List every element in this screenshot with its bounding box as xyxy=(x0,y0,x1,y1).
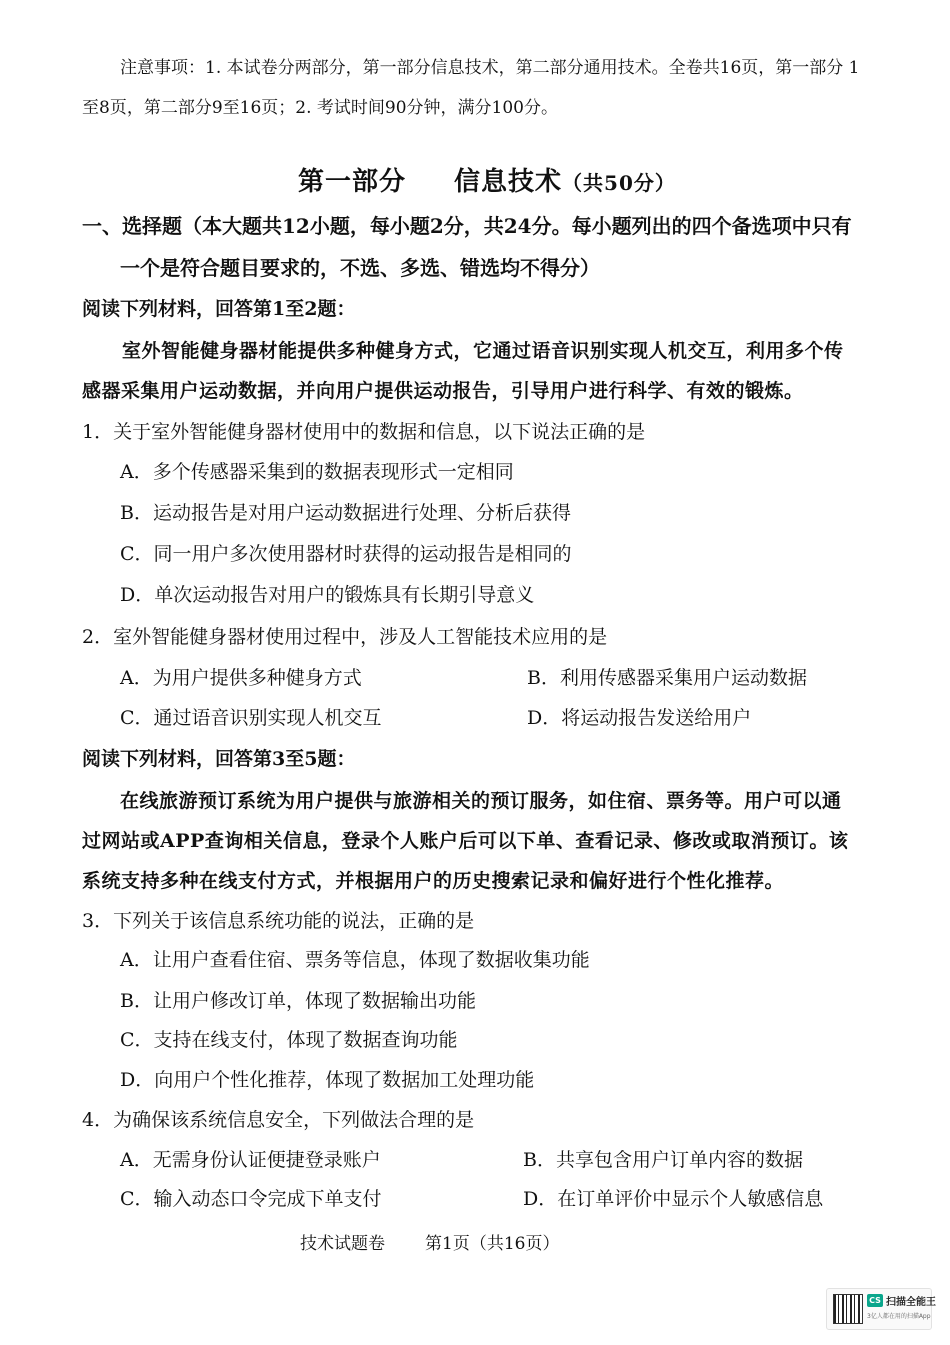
question-3-option-b: B．让用户修改订单，体现了数据输出功能 xyxy=(120,990,476,1012)
question-3-option-a: A．让用户查看住宿、票务等信息，体现了数据收集功能 xyxy=(120,949,590,971)
question-4-stem: 4．为确保该系统信息安全，下列做法合理的是 xyxy=(82,1109,475,1131)
question-1-option-a: A．多个传感器采集到的数据表现形式一定相同 xyxy=(120,461,514,483)
material-1-line-2: 感器采集用户运动数据，并向用户提供运动报告，引导用户进行科学、有效的锻炼。 xyxy=(82,380,804,402)
material-2-line-3: 系统支持多种在线支付方式，并根据用户的历史搜索记录和偏好进行个性化推荐。 xyxy=(82,870,785,892)
question-1-option-b: B．运动报告是对用户运动数据进行处理、分析后获得 xyxy=(120,502,571,524)
section-heading-line-2: 一个是符合题目要求的，不选、多选、错选均不得分） xyxy=(120,256,600,280)
part-score: （共50分） xyxy=(562,171,676,195)
part-title xyxy=(298,167,676,197)
question-4-option-c: C．输入动态口令完成下单支付 xyxy=(120,1188,382,1210)
scanner-logo-icon: CS xyxy=(867,1294,883,1307)
scanner-tagline: 3亿人都在用的扫描App xyxy=(867,1313,931,1320)
part-subject: 信息技术 xyxy=(454,167,563,197)
question-3-option-c: C．支持在线支付，体现了数据查询功能 xyxy=(120,1029,458,1051)
material-1-line-1: 室外智能健身器材能提供多种健身方式，它通过语音识别实现人机交互，利用多个传 xyxy=(122,340,844,362)
question-1-option-c: C．同一用户多次使用器材时获得的运动报告是相同的 xyxy=(120,543,572,565)
question-1-option-d: D．单次运动报告对用户的锻炼具有长期引导意义 xyxy=(120,584,535,606)
footer-title: 技术试题卷 xyxy=(300,1234,385,1254)
question-2-option-d: D．将运动报告发送给用户 xyxy=(527,707,752,729)
question-1-stem: 1．关于室外智能健身器材使用中的数据和信息，以下说法正确的是 xyxy=(82,421,646,443)
material-2-line-2: 过网站或APP查询相关信息，登录个人账户后可以下单、查看记录、修改或取消预订。该 xyxy=(82,830,849,852)
question-4-option-a: A．无需身份认证便捷登录账户 xyxy=(120,1149,381,1171)
section-heading-line-1: 一、选择题（本大题共12小题，每小题2分，共24分。每小题列出的四个备选项中只有 xyxy=(82,214,852,238)
question-2-option-c: C．通过语音识别实现人机交互 xyxy=(120,707,382,729)
qr-code-icon xyxy=(833,1294,863,1324)
question-2-option-b: B．利用传感器采集用户运动数据 xyxy=(527,667,807,689)
material-2-line-1: 在线旅游预订系统为用户提供与旅游相关的预订服务，如住宿、票务等。用户可以通 xyxy=(120,790,842,812)
question-3-stem: 3．下列关于该信息系统功能的说法，正确的是 xyxy=(82,910,475,932)
notice-line-2: 至8页，第二部分9至16页；2. 考试时间90分钟，满分100分。 xyxy=(82,98,558,118)
page-footer xyxy=(300,1232,559,1256)
scanner-watermark xyxy=(826,1288,936,1330)
question-2-stem: 2．室外智能健身器材使用过程中，涉及人工智能技术应用的是 xyxy=(82,626,608,648)
notice-line-1: 注意事项：1. 本试卷分两部分，第一部分信息技术，第二部分通用技术。全卷共16页，第一部分 1 xyxy=(120,58,860,78)
question-4-option-b: B．共享包含用户订单内容的数据 xyxy=(523,1149,803,1171)
material-1-prompt: 阅读下列材料，回答第1至2题： xyxy=(82,298,356,320)
scanner-brand-name: 扫描全能王 xyxy=(886,1297,936,1308)
question-4-option-d: D．在订单评价中显示个人敏感信息 xyxy=(523,1188,824,1210)
material-2-prompt: 阅读下列材料，回答第3至5题： xyxy=(82,748,356,770)
footer-page-number: 第1页（共16页） xyxy=(425,1234,560,1254)
question-2-option-a: A．为用户提供多种健身方式 xyxy=(120,667,362,689)
question-3-option-d: D．向用户个性化推荐，体现了数据加工处理功能 xyxy=(120,1069,535,1091)
part-name: 第一部分 xyxy=(298,167,407,197)
